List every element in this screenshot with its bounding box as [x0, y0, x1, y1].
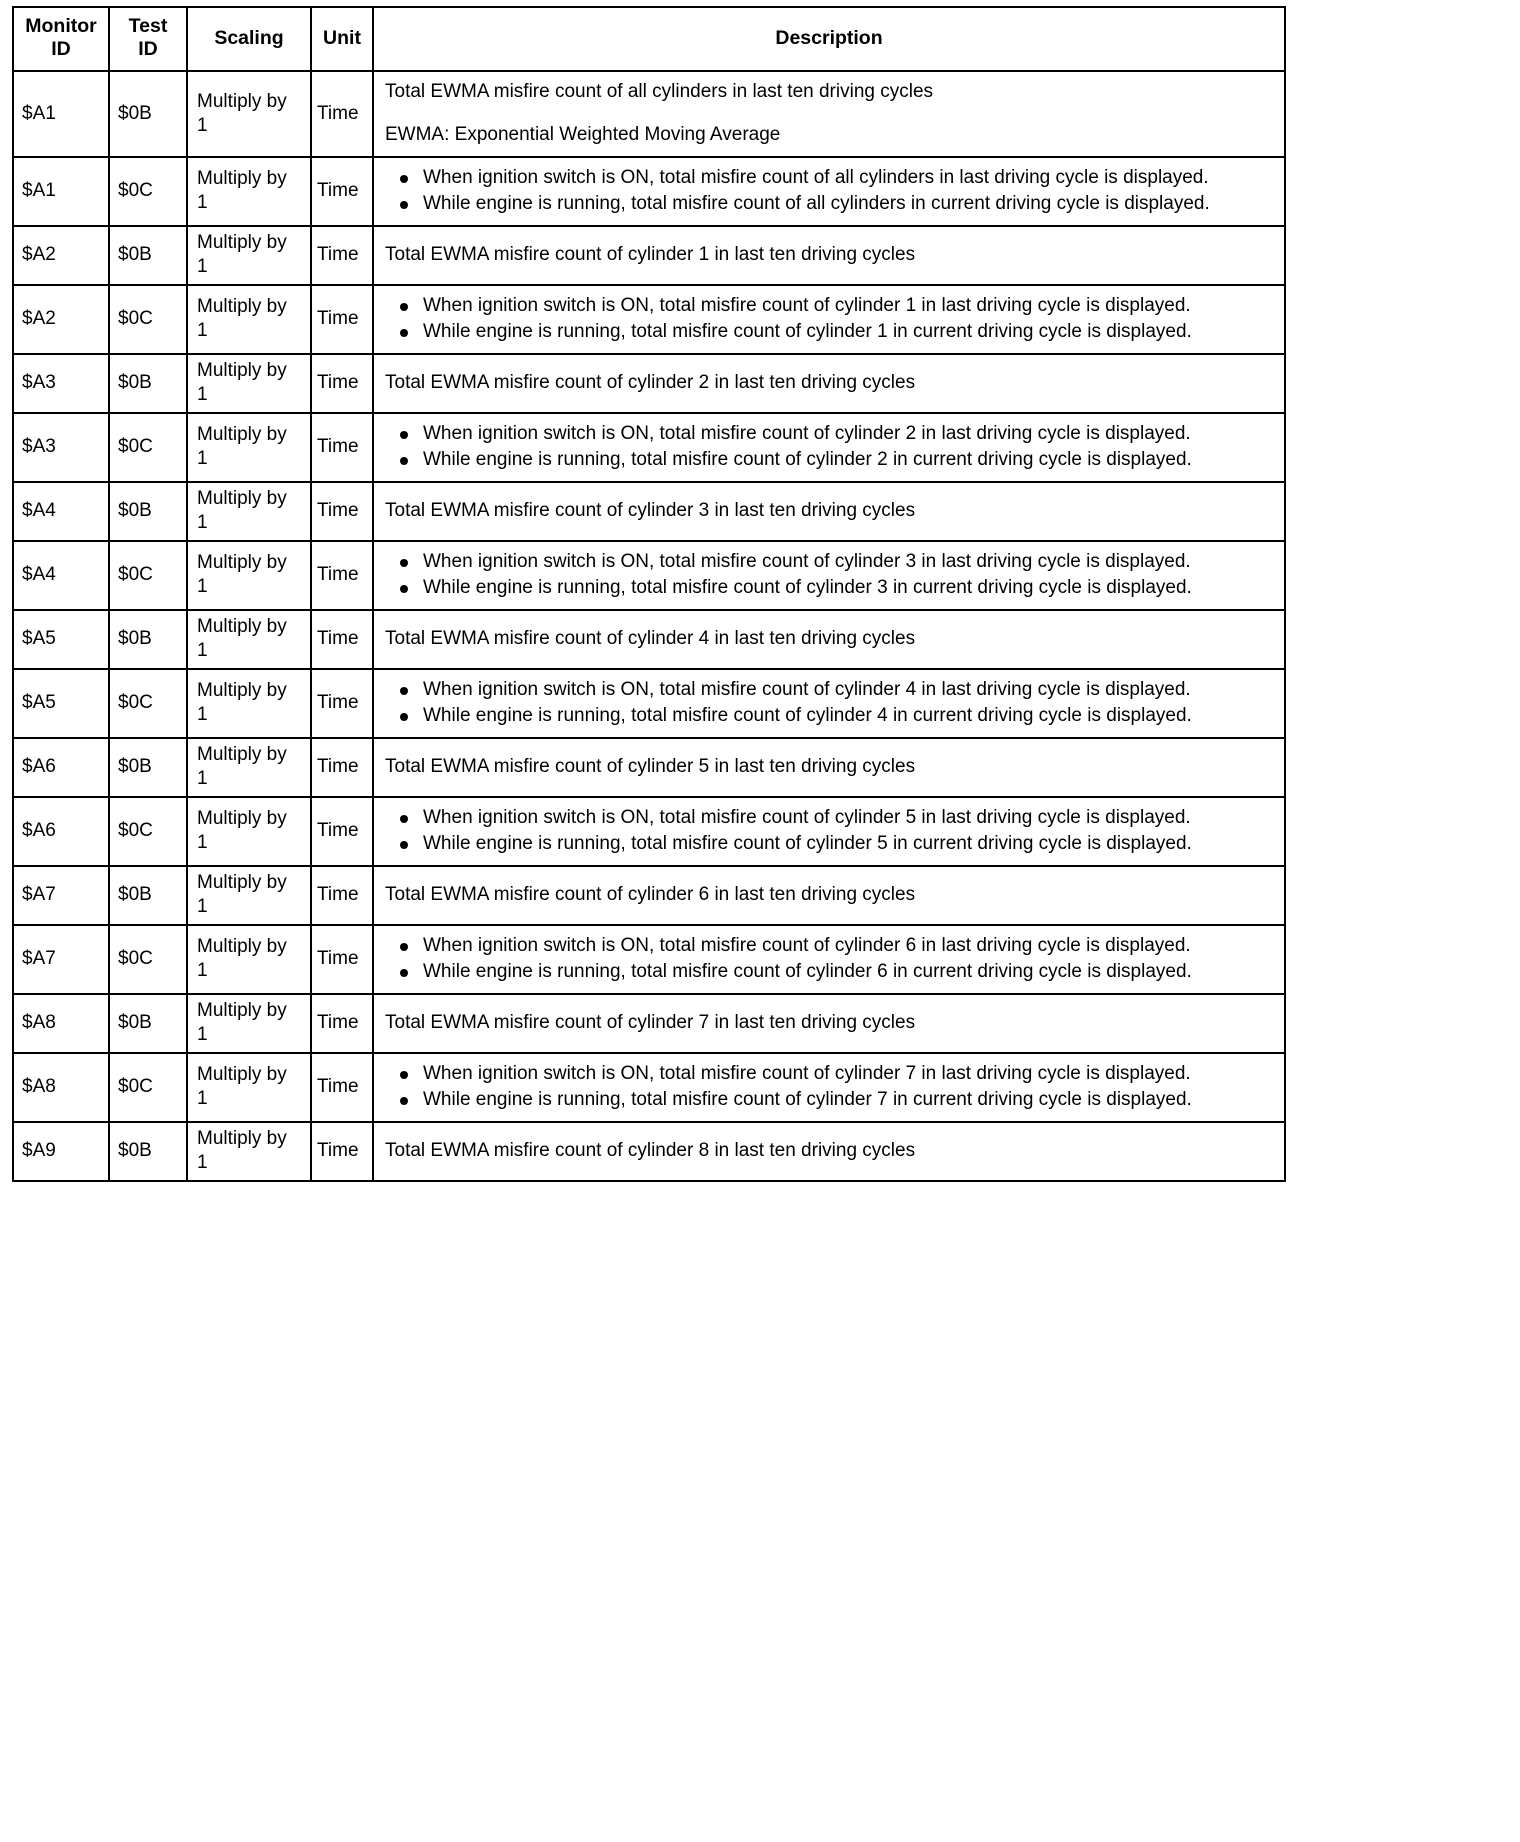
cell-monitor-id: $A1 — [13, 71, 109, 157]
cell-scaling — [187, 738, 311, 797]
description-bullet-list — [383, 678, 1276, 729]
description-bullet-list — [383, 166, 1276, 217]
cell-unit: Time — [311, 610, 373, 669]
description-bullet-list — [383, 934, 1276, 985]
cell-unit: Time — [311, 285, 373, 354]
description-bullet-item: While engine is running, total misfire count of cylinder 2 in current driving cycle is displayed. — [383, 448, 1276, 473]
cell-test-id: $0B — [109, 866, 187, 925]
scaling-line2: 1 — [197, 960, 208, 982]
table-row — [13, 226, 1285, 285]
scaling-line2: 1 — [197, 1024, 208, 1046]
cell-description — [373, 669, 1285, 738]
scaling-line1: Multiply by — [197, 1000, 287, 1021]
column-header-monitor-id-line1: Monitor — [25, 15, 97, 37]
scaling-line1: Multiply by — [197, 1064, 287, 1085]
column-header-monitor-id — [13, 7, 109, 71]
description-bullet-item: While engine is running, total misfire count of all cylinders in current driving cycle is displayed. — [383, 192, 1276, 217]
description-bullet-item: When ignition switch is ON, total misfire count of cylinder 6 in last driving cycle is displayed. — [383, 934, 1276, 959]
cell-scaling — [187, 925, 311, 994]
scaling-line1: Multiply by — [197, 744, 287, 765]
description-bullet-item: While engine is running, total misfire count of cylinder 6 in current driving cycle is displayed. — [383, 960, 1276, 985]
cell-test-id: $0B — [109, 354, 187, 413]
cell-description — [373, 226, 1285, 285]
cell-monitor-id: $A8 — [13, 994, 109, 1053]
cell-test-id: $0C — [109, 797, 187, 866]
scaling-line2: 1 — [197, 114, 208, 136]
cell-description — [373, 71, 1285, 157]
description-bullet-list — [383, 806, 1276, 857]
table-row — [13, 669, 1285, 738]
scaling-line2: 1 — [197, 384, 208, 406]
cell-unit: Time — [311, 738, 373, 797]
cell-test-id: $0C — [109, 669, 187, 738]
cell-monitor-id: $A1 — [13, 157, 109, 226]
cell-monitor-id: $A4 — [13, 482, 109, 541]
cell-scaling — [187, 1053, 311, 1122]
cell-scaling — [187, 482, 311, 541]
cell-monitor-id: $A2 — [13, 285, 109, 354]
scaling-line1: Multiply by — [197, 424, 287, 445]
description-bullet-item: When ignition switch is ON, total misfire count of cylinder 7 in last driving cycle is displayed. — [383, 1062, 1276, 1087]
description-bullet-list — [383, 1062, 1276, 1113]
description-paragraph: Total EWMA misfire count of cylinder 5 in last ten driving cycles — [385, 756, 916, 778]
table-row — [13, 610, 1285, 669]
cell-monitor-id: $A8 — [13, 1053, 109, 1122]
cell-monitor-id: $A2 — [13, 226, 109, 285]
description-bullet-list — [383, 294, 1276, 345]
cell-description — [373, 541, 1285, 610]
scaling-line2: 1 — [197, 192, 208, 214]
scaling-line2: 1 — [197, 576, 208, 598]
cell-test-id: $0C — [109, 157, 187, 226]
description-paragraph: Total EWMA misfire count of cylinder 3 in last ten driving cycles — [385, 500, 916, 522]
cell-scaling — [187, 866, 311, 925]
cell-monitor-id: $A4 — [13, 541, 109, 610]
cell-scaling — [187, 413, 311, 482]
cell-unit: Time — [311, 482, 373, 541]
table-row — [13, 1053, 1285, 1122]
cell-test-id: $0C — [109, 285, 187, 354]
cell-scaling — [187, 354, 311, 413]
cell-unit: Time — [311, 71, 373, 157]
cell-scaling — [187, 610, 311, 669]
scaling-line2: 1 — [197, 704, 208, 726]
scaling-line2: 1 — [197, 896, 208, 918]
cell-scaling — [187, 226, 311, 285]
description-paragraph: Total EWMA misfire count of cylinder 1 in last ten driving cycles — [385, 244, 916, 266]
scaling-line1: Multiply by — [197, 168, 287, 189]
cell-unit: Time — [311, 925, 373, 994]
scaling-line1: Multiply by — [197, 296, 287, 317]
cell-scaling — [187, 797, 311, 866]
cell-unit: Time — [311, 226, 373, 285]
column-header-scaling: Scaling — [187, 7, 311, 71]
cell-scaling — [187, 994, 311, 1053]
cell-test-id: $0B — [109, 482, 187, 541]
table-body — [13, 71, 1285, 1181]
table-row — [13, 541, 1285, 610]
description-bullet-item: While engine is running, total misfire count of cylinder 1 in current driving cycle is displayed. — [383, 320, 1276, 345]
scaling-line1: Multiply by — [197, 360, 287, 381]
cell-scaling — [187, 71, 311, 157]
cell-unit: Time — [311, 797, 373, 866]
table-row — [13, 994, 1285, 1053]
description-bullet-item: When ignition switch is ON, total misfire count of cylinder 5 in last driving cycle is displayed. — [383, 806, 1276, 831]
table-row — [13, 866, 1285, 925]
cell-scaling — [187, 669, 311, 738]
table-row — [13, 71, 1285, 157]
scaling-line2: 1 — [197, 1152, 208, 1174]
column-header-description: Description — [373, 7, 1285, 71]
description-paragraph: Total EWMA misfire count of cylinder 7 in last ten driving cycles — [385, 1012, 916, 1034]
scaling-line1: Multiply by — [197, 808, 287, 829]
table-row — [13, 797, 1285, 866]
scaling-line2: 1 — [197, 768, 208, 790]
scaling-line2: 1 — [197, 1088, 208, 1110]
cell-monitor-id: $A5 — [13, 669, 109, 738]
monitor-spec-table — [12, 6, 1286, 1182]
cell-monitor-id: $A5 — [13, 610, 109, 669]
description-bullet-item: While engine is running, total misfire count of cylinder 5 in current driving cycle is displayed. — [383, 832, 1276, 857]
cell-description — [373, 610, 1285, 669]
cell-test-id: $0B — [109, 1122, 187, 1181]
cell-unit: Time — [311, 994, 373, 1053]
cell-monitor-id: $A6 — [13, 797, 109, 866]
description-bullet-item: While engine is running, total misfire count of cylinder 3 in current driving cycle is displayed. — [383, 576, 1276, 601]
cell-description — [373, 797, 1285, 866]
cell-test-id: $0B — [109, 994, 187, 1053]
cell-unit: Time — [311, 157, 373, 226]
cell-description — [373, 354, 1285, 413]
cell-monitor-id: $A7 — [13, 925, 109, 994]
description-bullet-list — [383, 422, 1276, 473]
cell-description — [373, 482, 1285, 541]
description-paragraph: Total EWMA misfire count of cylinder 8 in last ten driving cycles — [385, 1140, 916, 1162]
cell-description — [373, 1122, 1285, 1181]
cell-scaling — [187, 285, 311, 354]
table-row — [13, 738, 1285, 797]
cell-description — [373, 994, 1285, 1053]
table-row — [13, 925, 1285, 994]
description-bullet-item: When ignition switch is ON, total misfire count of all cylinders in last driving cycle is displayed. — [383, 166, 1276, 191]
table-row — [13, 413, 1285, 482]
cell-test-id: $0C — [109, 925, 187, 994]
scaling-line1: Multiply by — [197, 552, 287, 573]
scaling-line2: 1 — [197, 320, 208, 342]
description-bullet-item: When ignition switch is ON, total misfire count of cylinder 3 in last driving cycle is displayed. — [383, 550, 1276, 575]
description-paragraph: Total EWMA misfire count of cylinder 4 in last ten driving cycles — [385, 628, 916, 650]
scaling-line1: Multiply by — [197, 90, 287, 112]
cell-description — [373, 157, 1285, 226]
cell-test-id: $0B — [109, 71, 187, 157]
scaling-line1: Multiply by — [197, 936, 287, 957]
description-bullet-item: When ignition switch is ON, total misfire count of cylinder 4 in last driving cycle is displayed. — [383, 678, 1276, 703]
cell-monitor-id: $A3 — [13, 413, 109, 482]
column-header-test-id-line1: Test — [128, 15, 168, 37]
description-paragraph: Total EWMA misfire count of all cylinders in last ten driving cycles — [385, 81, 934, 102]
cell-scaling — [187, 541, 311, 610]
description-bullet-item: While engine is running, total misfire count of cylinder 4 in current driving cycle is displayed. — [383, 704, 1276, 729]
cell-monitor-id: $A7 — [13, 866, 109, 925]
scaling-line2: 1 — [197, 448, 208, 470]
scaling-line2: 1 — [197, 640, 208, 662]
cell-unit: Time — [311, 866, 373, 925]
cell-test-id: $0C — [109, 1053, 187, 1122]
scaling-line1: Multiply by — [197, 232, 287, 253]
description-paragraph: Total EWMA misfire count of cylinder 2 in last ten driving cycles — [385, 372, 916, 394]
table-row — [13, 285, 1285, 354]
cell-monitor-id: $A3 — [13, 354, 109, 413]
cell-unit: Time — [311, 669, 373, 738]
table-header — [13, 7, 1285, 71]
scaling-line1: Multiply by — [197, 1128, 287, 1149]
cell-description — [373, 738, 1285, 797]
cell-test-id: $0B — [109, 738, 187, 797]
cell-unit: Time — [311, 541, 373, 610]
description-bullet-item: While engine is running, total misfire count of cylinder 7 in current driving cycle is displayed. — [383, 1088, 1276, 1113]
cell-unit: Time — [311, 354, 373, 413]
cell-test-id: $0B — [109, 226, 187, 285]
table-row — [13, 354, 1285, 413]
scaling-line1: Multiply by — [197, 872, 287, 893]
cell-unit: Time — [311, 413, 373, 482]
scaling-line2: 1 — [197, 256, 208, 278]
description-bullet-item: When ignition switch is ON, total misfire count of cylinder 1 in last driving cycle is displayed. — [383, 294, 1276, 319]
cell-description — [373, 285, 1285, 354]
cell-description — [373, 1053, 1285, 1122]
cell-description — [373, 925, 1285, 994]
cell-description — [373, 866, 1285, 925]
cell-test-id: $0B — [109, 610, 187, 669]
cell-monitor-id: $A6 — [13, 738, 109, 797]
table-header-row — [13, 7, 1285, 71]
scaling-line2: 1 — [197, 832, 208, 854]
cell-monitor-id: $A9 — [13, 1122, 109, 1181]
description-bullet-list — [383, 550, 1276, 601]
cell-scaling — [187, 1122, 311, 1181]
column-header-test-id — [109, 7, 187, 71]
cell-scaling — [187, 157, 311, 226]
cell-unit: Time — [311, 1122, 373, 1181]
table-row — [13, 157, 1285, 226]
column-header-unit: Unit — [311, 7, 373, 71]
cell-unit: Time — [311, 1053, 373, 1122]
table-row — [13, 1122, 1285, 1181]
cell-test-id: $0C — [109, 413, 187, 482]
description-paragraph: Total EWMA misfire count of cylinder 6 in last ten driving cycles — [385, 884, 916, 906]
column-header-monitor-id-line2: ID — [51, 38, 71, 60]
scaling-line1: Multiply by — [197, 616, 287, 637]
cell-description — [373, 413, 1285, 482]
cell-test-id: $0C — [109, 541, 187, 610]
scaling-line1: Multiply by — [197, 680, 287, 701]
scaling-line1: Multiply by — [197, 488, 287, 509]
scaling-line2: 1 — [197, 512, 208, 534]
column-header-test-id-line2: ID — [138, 38, 158, 60]
description-bullet-item: When ignition switch is ON, total misfire count of cylinder 2 in last driving cycle is displayed. — [383, 422, 1276, 447]
table-row — [13, 482, 1285, 541]
description-paragraph: EWMA: Exponential Weighted Moving Average — [385, 124, 781, 146]
